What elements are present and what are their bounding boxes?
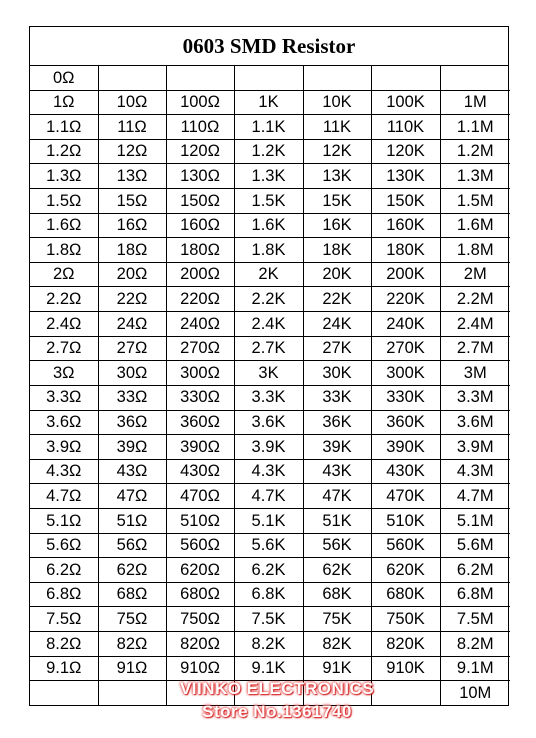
value-cell: 220K <box>371 287 440 312</box>
value-cell: 4.7K <box>234 484 303 509</box>
value-cell: 7.5Ω <box>30 607 98 632</box>
table-row <box>30 508 510 533</box>
table-row <box>30 164 510 189</box>
table-row <box>30 139 510 164</box>
value-cell: 470K <box>371 484 440 509</box>
value-cell: 1M <box>440 90 510 115</box>
value-cell <box>98 66 166 90</box>
value-cell: 7.5K <box>234 607 303 632</box>
value-cell: 910K <box>371 656 440 681</box>
value-cell: 1K <box>234 90 303 115</box>
value-cell: 51Ω <box>98 508 166 533</box>
value-cell: 1.2Ω <box>30 139 98 164</box>
value-cell: 10K <box>303 90 371 115</box>
value-cell: 5.6M <box>440 533 510 558</box>
value-cell: 360Ω <box>166 410 234 435</box>
value-cell: 820Ω <box>166 632 234 657</box>
value-cell: 10Ω <box>98 90 166 115</box>
value-cell: 120K <box>371 139 440 164</box>
value-cell: 1.3Ω <box>30 164 98 189</box>
value-cell: 3.6K <box>234 410 303 435</box>
value-cell: 62K <box>303 558 371 583</box>
value-cell <box>303 681 371 705</box>
value-cell: 7.5M <box>440 607 510 632</box>
value-cell: 2.2Ω <box>30 287 98 312</box>
value-cell: 24Ω <box>98 312 166 337</box>
value-cell: 2.2K <box>234 287 303 312</box>
table-row <box>30 435 510 460</box>
value-cell: 2.7K <box>234 336 303 361</box>
value-cell: 2.4Ω <box>30 312 98 337</box>
value-cell: 13K <box>303 164 371 189</box>
value-cell: 1.6Ω <box>30 213 98 238</box>
value-cell: 3.9Ω <box>30 435 98 460</box>
value-cell: 51K <box>303 508 371 533</box>
value-cell: 6.8M <box>440 582 510 607</box>
value-cell: 9.1M <box>440 656 510 681</box>
value-cell: 3.6Ω <box>30 410 98 435</box>
table-row <box>30 336 510 361</box>
table-row <box>30 484 510 509</box>
value-cell: 180Ω <box>166 238 234 263</box>
value-cell: 5.6K <box>234 533 303 558</box>
value-cell: 4.7Ω <box>30 484 98 509</box>
value-cell: 4.3K <box>234 459 303 484</box>
value-cell: 1.1Ω <box>30 115 98 140</box>
value-cell: 910Ω <box>166 656 234 681</box>
value-cell: 68K <box>303 582 371 607</box>
value-cell: 11Ω <box>98 115 166 140</box>
value-cell: 62Ω <box>98 558 166 583</box>
value-cell: 75Ω <box>98 607 166 632</box>
value-cell: 33K <box>303 385 371 410</box>
value-cell: 2.4M <box>440 312 510 337</box>
value-cell: 3.3Ω <box>30 385 98 410</box>
value-cell: 36K <box>303 410 371 435</box>
table-row <box>30 681 510 705</box>
value-cell: 9.1Ω <box>30 656 98 681</box>
value-cell <box>234 66 303 90</box>
value-cell <box>166 66 234 90</box>
value-cell: 0Ω <box>30 66 98 90</box>
value-cell: 6.2K <box>234 558 303 583</box>
value-cell: 470Ω <box>166 484 234 509</box>
value-cell: 3.9K <box>234 435 303 460</box>
value-cell: 91K <box>303 656 371 681</box>
value-cell: 3.3M <box>440 385 510 410</box>
value-cell: 2.7Ω <box>30 336 98 361</box>
value-cell: 12Ω <box>98 139 166 164</box>
value-cell: 100Ω <box>166 90 234 115</box>
value-cell: 9.1K <box>234 656 303 681</box>
value-cell: 180K <box>371 238 440 263</box>
value-cell: 5.1M <box>440 508 510 533</box>
value-cell <box>234 681 303 705</box>
value-cell <box>303 66 371 90</box>
value-cell: 3K <box>234 361 303 386</box>
table-row <box>30 361 510 386</box>
value-cell: 300Ω <box>166 361 234 386</box>
value-cell: 12K <box>303 139 371 164</box>
value-cell: 5.6Ω <box>30 533 98 558</box>
value-cell <box>371 681 440 705</box>
value-cell: 160Ω <box>166 213 234 238</box>
value-cell: 820K <box>371 632 440 657</box>
value-cell: 680K <box>371 582 440 607</box>
value-cell <box>371 66 440 90</box>
value-cell: 1.8Ω <box>30 238 98 263</box>
value-cell: 2.4K <box>234 312 303 337</box>
value-cell: 620K <box>371 558 440 583</box>
value-cell: 6.8K <box>234 582 303 607</box>
sheet-title: 0603 SMD Resistor <box>30 27 508 66</box>
table-row <box>30 213 510 238</box>
value-cell: 5.1Ω <box>30 508 98 533</box>
value-cell: 330K <box>371 385 440 410</box>
value-cell: 240K <box>371 312 440 337</box>
value-cell: 2K <box>234 262 303 287</box>
value-cell: 10M <box>440 681 510 705</box>
table-row <box>30 632 510 657</box>
value-cell: 1.1M <box>440 115 510 140</box>
value-cell: 6.2M <box>440 558 510 583</box>
value-cell: 8.2K <box>234 632 303 657</box>
watermark-brand: VIINKO ELECTRONICS <box>179 679 375 698</box>
value-cell: 91Ω <box>98 656 166 681</box>
value-cell: 47K <box>303 484 371 509</box>
value-cell: 150K <box>371 189 440 214</box>
value-cell: 560Ω <box>166 533 234 558</box>
value-cell: 11K <box>303 115 371 140</box>
value-cell: 750Ω <box>166 607 234 632</box>
value-cell: 300K <box>371 361 440 386</box>
value-cell: 2M <box>440 262 510 287</box>
value-cell: 4.3M <box>440 459 510 484</box>
value-cell <box>98 681 166 705</box>
value-cell: 1.8K <box>234 238 303 263</box>
value-cell: 18Ω <box>98 238 166 263</box>
value-cell: 30Ω <box>98 361 166 386</box>
value-cell: 24K <box>303 312 371 337</box>
value-cell: 6.8Ω <box>30 582 98 607</box>
table-row <box>30 656 510 681</box>
value-cell: 36Ω <box>98 410 166 435</box>
value-cell: 130K <box>371 164 440 189</box>
value-cell <box>30 681 98 705</box>
value-cell: 3M <box>440 361 510 386</box>
value-cell: 39K <box>303 435 371 460</box>
value-cell: 390K <box>371 435 440 460</box>
value-cell: 270K <box>371 336 440 361</box>
value-cell: 22K <box>303 287 371 312</box>
value-cell: 5.1K <box>234 508 303 533</box>
value-cell: 750K <box>371 607 440 632</box>
value-cell: 82Ω <box>98 632 166 657</box>
value-cell: 2.2M <box>440 287 510 312</box>
value-cell: 4.7M <box>440 484 510 509</box>
table-row <box>30 459 510 484</box>
table-row <box>30 90 510 115</box>
table-row <box>30 115 510 140</box>
table-row <box>30 189 510 214</box>
value-cell: 8.2M <box>440 632 510 657</box>
value-cell: 200Ω <box>166 262 234 287</box>
value-cell: 1.2K <box>234 139 303 164</box>
value-cell: 1.3M <box>440 164 510 189</box>
value-cell: 130Ω <box>166 164 234 189</box>
table-body <box>30 66 510 705</box>
resistor-value-table <box>30 66 510 705</box>
value-cell: 330Ω <box>166 385 234 410</box>
value-cell: 100K <box>371 90 440 115</box>
value-cell <box>166 681 234 705</box>
value-cell: 13Ω <box>98 164 166 189</box>
value-cell: 56Ω <box>98 533 166 558</box>
value-cell: 20Ω <box>98 262 166 287</box>
table-row <box>30 533 510 558</box>
table-row <box>30 385 510 410</box>
value-cell: 4.3Ω <box>30 459 98 484</box>
value-cell: 1.1K <box>234 115 303 140</box>
table-row <box>30 66 510 90</box>
value-cell: 1.3K <box>234 164 303 189</box>
table-row <box>30 287 510 312</box>
value-cell: 68Ω <box>98 582 166 607</box>
value-cell: 150Ω <box>166 189 234 214</box>
value-cell: 1.5K <box>234 189 303 214</box>
value-cell: 110K <box>371 115 440 140</box>
value-cell: 56K <box>303 533 371 558</box>
value-cell: 620Ω <box>166 558 234 583</box>
table-row <box>30 582 510 607</box>
value-cell: 270Ω <box>166 336 234 361</box>
value-cell: 510K <box>371 508 440 533</box>
table-row <box>30 410 510 435</box>
value-cell: 160K <box>371 213 440 238</box>
value-cell: 360K <box>371 410 440 435</box>
value-cell: 2.7M <box>440 336 510 361</box>
value-cell: 1.5Ω <box>30 189 98 214</box>
value-cell: 430K <box>371 459 440 484</box>
value-cell: 110Ω <box>166 115 234 140</box>
value-cell: 47Ω <box>98 484 166 509</box>
value-cell: 3.3K <box>234 385 303 410</box>
value-cell: 200K <box>371 262 440 287</box>
table-row <box>30 607 510 632</box>
table-row <box>30 238 510 263</box>
value-cell: 33Ω <box>98 385 166 410</box>
watermark-store: Store No.1361740 <box>202 702 352 721</box>
value-cell: 3Ω <box>30 361 98 386</box>
value-cell: 1.8M <box>440 238 510 263</box>
value-cell: 1.5M <box>440 189 510 214</box>
value-cell: 2Ω <box>30 262 98 287</box>
value-cell: 15K <box>303 189 371 214</box>
value-cell: 1.6K <box>234 213 303 238</box>
value-cell: 680Ω <box>166 582 234 607</box>
resistor-value-sheet <box>29 26 509 706</box>
value-cell: 18K <box>303 238 371 263</box>
value-cell: 430Ω <box>166 459 234 484</box>
value-cell: 1Ω <box>30 90 98 115</box>
value-cell: 3.6M <box>440 410 510 435</box>
value-cell: 15Ω <box>98 189 166 214</box>
value-cell: 390Ω <box>166 435 234 460</box>
value-cell: 30K <box>303 361 371 386</box>
value-cell: 39Ω <box>98 435 166 460</box>
value-cell: 6.2Ω <box>30 558 98 583</box>
value-cell: 8.2Ω <box>30 632 98 657</box>
value-cell: 27Ω <box>98 336 166 361</box>
value-cell: 82K <box>303 632 371 657</box>
value-cell: 240Ω <box>166 312 234 337</box>
value-cell: 75K <box>303 607 371 632</box>
value-cell: 43Ω <box>98 459 166 484</box>
table-row <box>30 262 510 287</box>
value-cell: 510Ω <box>166 508 234 533</box>
table-row <box>30 558 510 583</box>
value-cell: 1.6M <box>440 213 510 238</box>
value-cell: 120Ω <box>166 139 234 164</box>
value-cell: 1.2M <box>440 139 510 164</box>
value-cell: 43K <box>303 459 371 484</box>
value-cell: 560K <box>371 533 440 558</box>
table-row <box>30 312 510 337</box>
value-cell: 27K <box>303 336 371 361</box>
value-cell: 22Ω <box>98 287 166 312</box>
value-cell: 3.9M <box>440 435 510 460</box>
value-cell: 20K <box>303 262 371 287</box>
value-cell: 220Ω <box>166 287 234 312</box>
value-cell: 16K <box>303 213 371 238</box>
value-cell <box>440 66 510 90</box>
value-cell: 16Ω <box>98 213 166 238</box>
